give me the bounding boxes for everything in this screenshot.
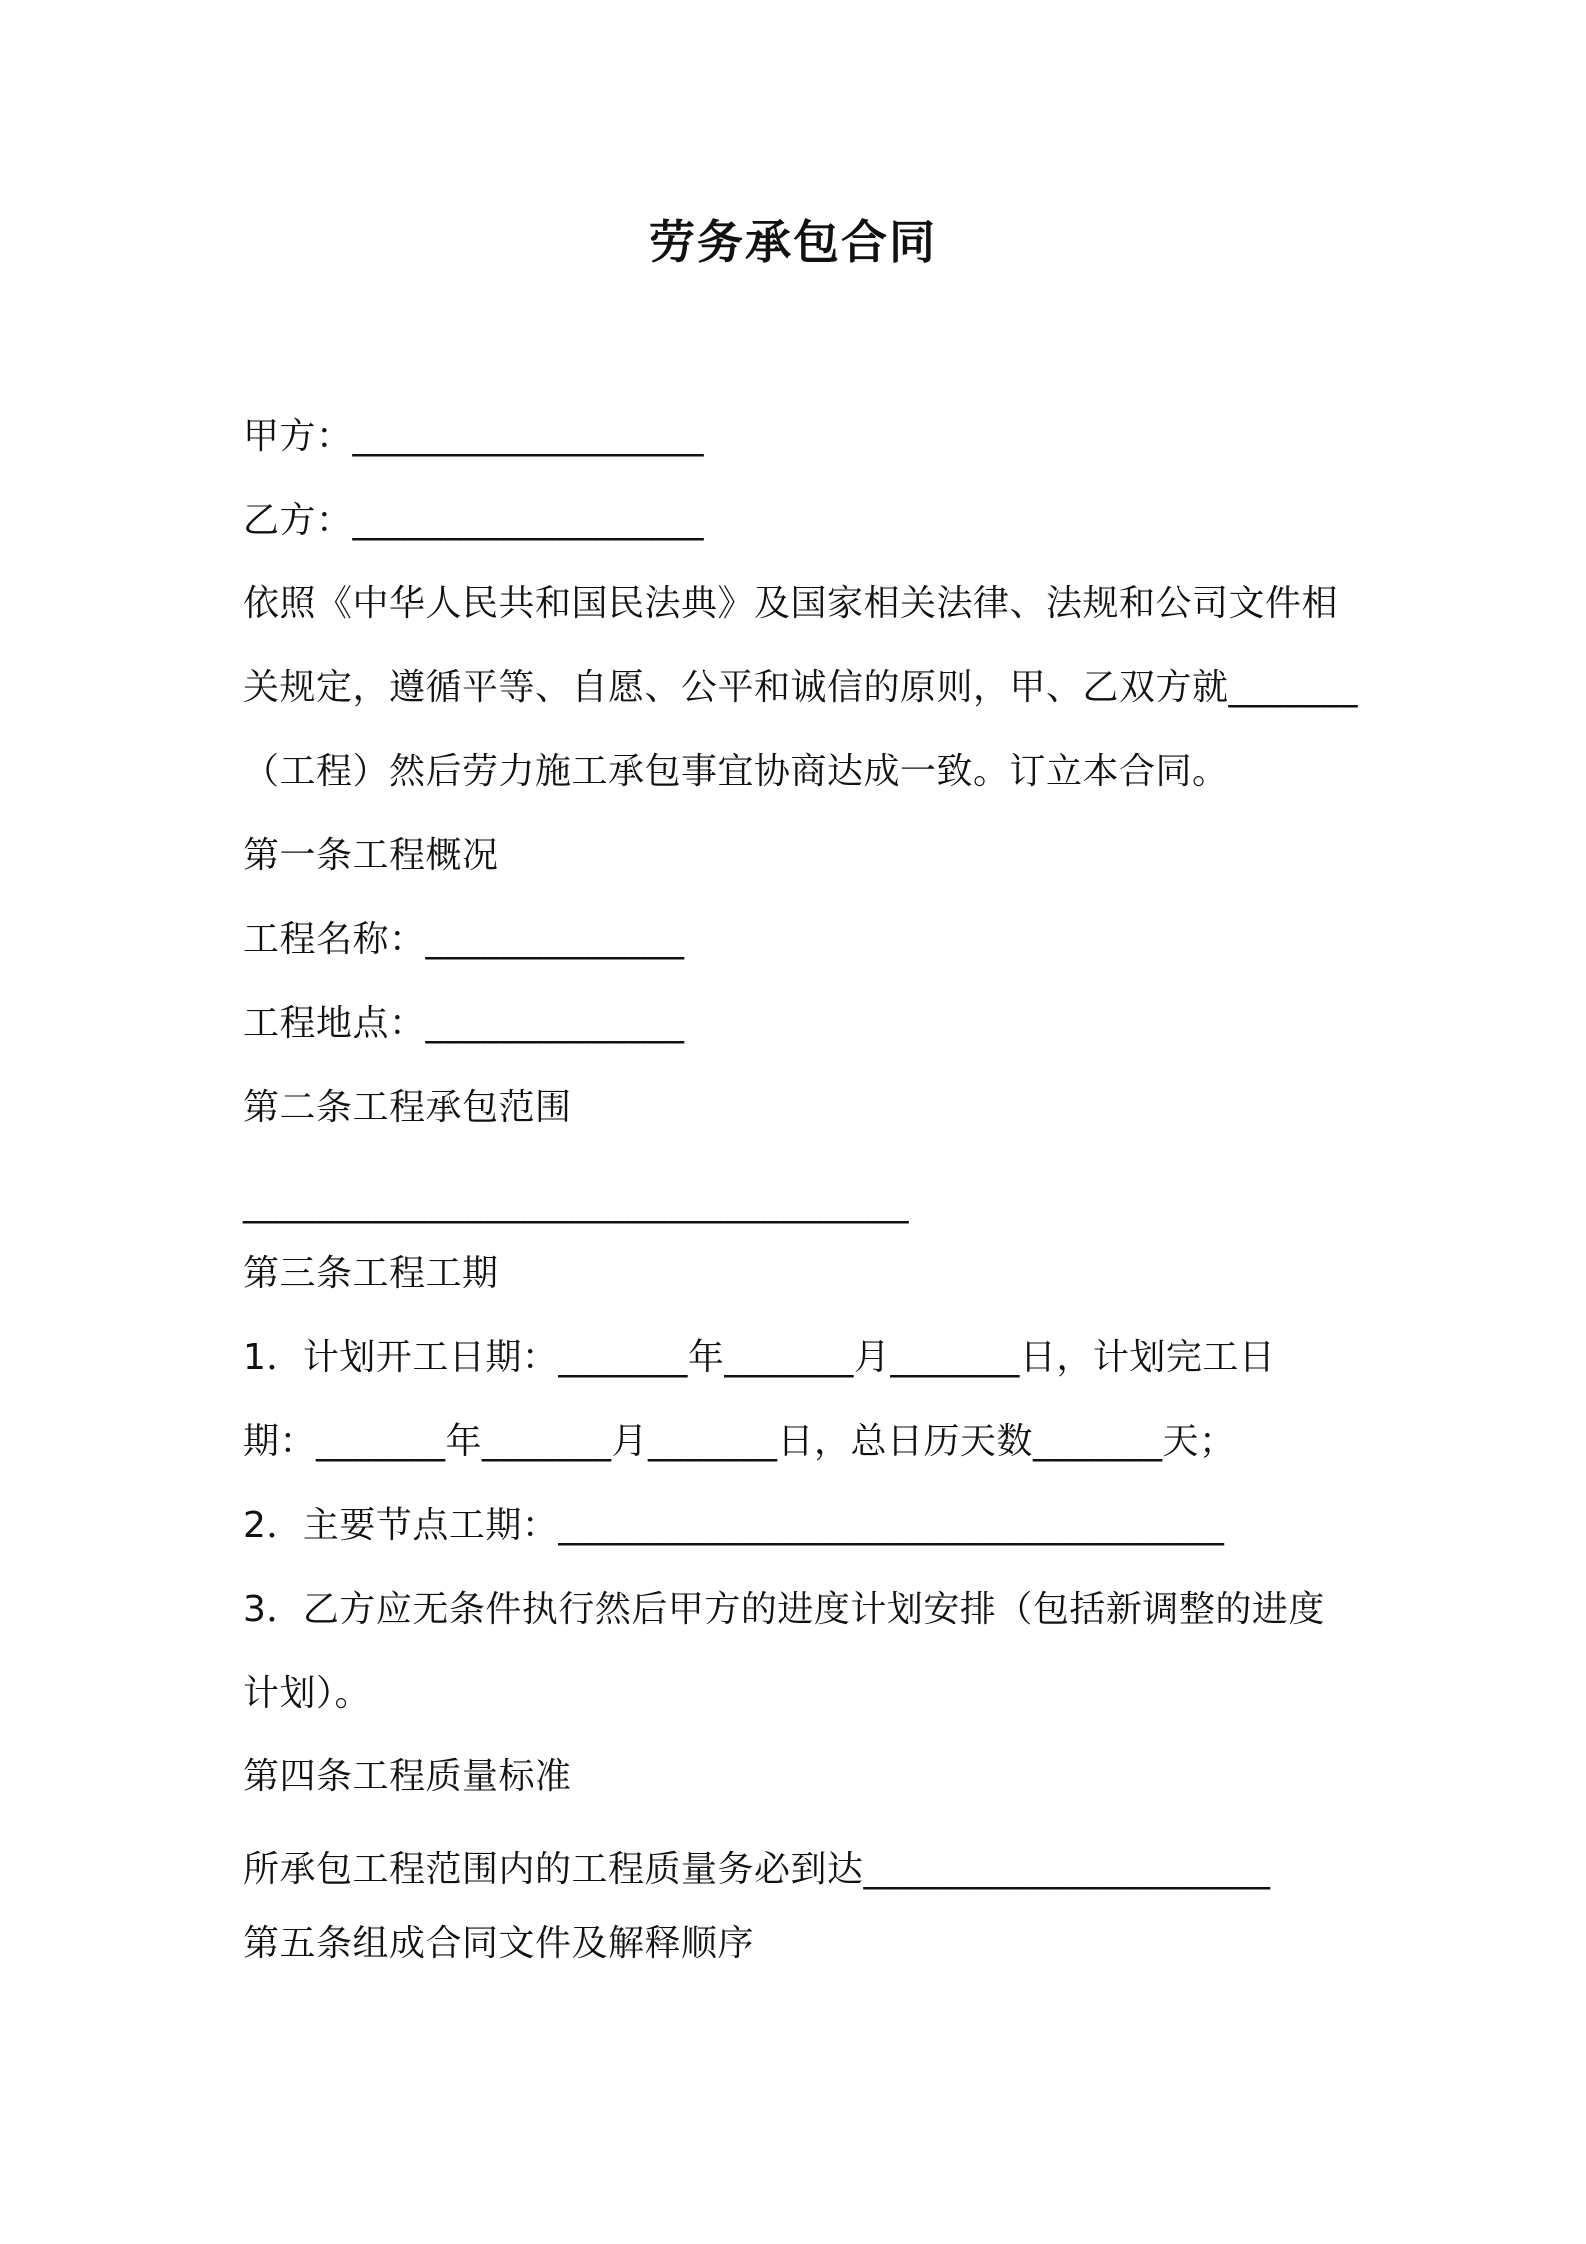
preamble-line-1: 依照《中华人民共和国民法典》及国家相关法律、法规和公司文件相 <box>243 583 1339 624</box>
schedule-clause-3-line-2: 计划）。 <box>243 1673 372 1714</box>
scope-blank-line: ____________________________________ <box>243 1183 909 1224</box>
party-a-line: 甲方：___________________ <box>243 416 705 457</box>
article-4-heading: 第四条工程质量标准 <box>243 1756 572 1797</box>
project-name-line: 工程名称：______________ <box>243 919 685 960</box>
document-title: 劳务承包合同 <box>649 215 937 269</box>
article-5-heading: 第五条组成合同文件及解释顺序 <box>243 1923 755 1964</box>
schedule-line-2: 期：_______年_______月_______日，总日历天数_______天； <box>243 1421 1236 1462</box>
milestone-line: 2．主要节点工期：____________________________________ <box>243 1505 1225 1546</box>
article-1-heading: 第一条工程概况 <box>243 835 499 876</box>
preamble-line-2: 关规定，遵循平等、自愿、公平和诚信的原则，甲、乙双方就_______ <box>243 667 1359 708</box>
preamble-line-3: （工程）然后劳力施工承包事宜协商达成一致。订立本合同。 <box>243 751 1229 792</box>
article-2-heading: 第二条工程承包范围 <box>243 1087 572 1128</box>
article-3-heading: 第三条工程工期 <box>243 1253 499 1294</box>
party-b-line: 乙方：___________________ <box>243 500 705 541</box>
project-location-line: 工程地点：______________ <box>243 1003 685 1044</box>
schedule-clause-3-line-1: 3．乙方应无条件执行然后甲方的进度计划安排（包括新调整的进度 <box>243 1589 1325 1630</box>
schedule-line-1: 1．计划开工日期：_______年_______月_______日，计划完工日 <box>243 1337 1276 1378</box>
quality-standard-line: 所承包工程范围内的工程质量务必到达______________________ <box>243 1849 1271 1890</box>
